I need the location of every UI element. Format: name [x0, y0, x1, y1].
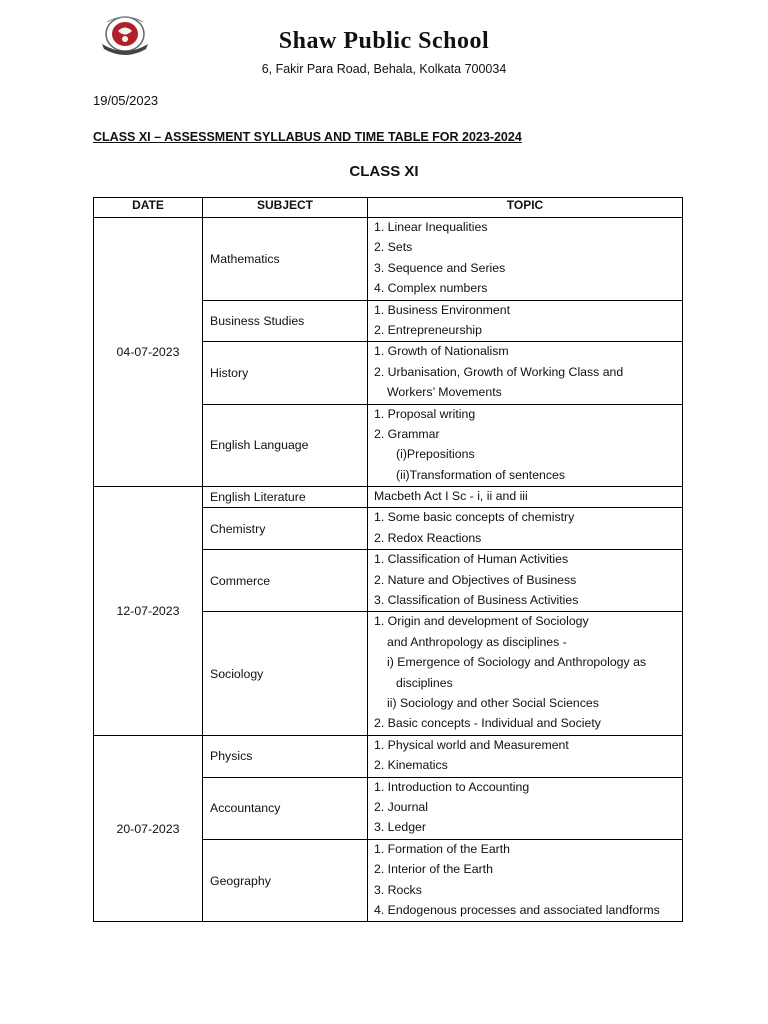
topic-line: 4. Complex numbers — [374, 281, 488, 296]
topic-line: disciplines — [396, 675, 453, 690]
school-name: Shaw Public School — [278, 28, 490, 54]
topic-cell — [368, 404, 683, 487]
subject-cell: History — [203, 342, 368, 404]
topic-line: 3. Ledger — [374, 820, 426, 835]
topic-line: 1. Business Environment — [374, 302, 511, 317]
syllabus-table — [93, 197, 683, 922]
topic-line: 2. Redox Reactions — [374, 530, 482, 545]
topic-line: 2. Basic concepts - Individual and Society — [374, 716, 601, 731]
topic-line: (i)Prepositions — [396, 447, 475, 462]
column-header-subject: SUBJECT — [203, 198, 368, 218]
topic-line: 2. Kinematics — [374, 758, 448, 773]
topic-line: (ii)Transformation of sentences — [396, 467, 566, 482]
topic-line: 1. Classification of Human Activities — [374, 552, 569, 567]
topic-cell — [368, 487, 683, 508]
school-address: 6, Fakir Para Road, Behala, Kolkata 700034 — [261, 62, 507, 76]
topic-line: Workers’ Movements — [387, 385, 502, 400]
subject-cell: English Language — [203, 404, 368, 487]
subject-cell: Business Studies — [203, 300, 368, 342]
document-heading: CLASS XI – ASSESSMENT SYLLABUS AND TIME TABLE FOR 2023-2024 — [93, 130, 522, 144]
table-row — [94, 487, 683, 508]
topic-cell — [368, 839, 683, 922]
topic-cell — [368, 508, 683, 550]
subject-cell: Chemistry — [203, 508, 368, 550]
topic-line: ii) Sociology and other Social Sciences — [387, 695, 599, 710]
topic-cell — [368, 300, 683, 342]
table-header-row — [94, 198, 683, 218]
exam-date-cell: 04-07-2023 — [94, 218, 203, 487]
topic-cell — [368, 342, 683, 404]
topic-line: 3. Classification of Business Activities — [374, 593, 579, 608]
topic-line: 2. Grammar — [374, 426, 440, 441]
topic-line: 2. Nature and Objectives of Business — [374, 572, 577, 587]
exam-date-cell: 20-07-2023 — [94, 735, 203, 922]
topic-line: 2. Sets — [374, 240, 413, 255]
topic-line: 4. Endogenous processes and associated landforms — [374, 902, 660, 917]
topic-line: 2. Urbanisation, Growth of Working Class and — [374, 364, 624, 379]
topic-cell — [368, 550, 683, 612]
topic-line: and Anthropology as disciplines - — [387, 634, 567, 649]
topic-cell — [368, 735, 683, 777]
table-row — [94, 735, 683, 777]
topic-line: 1. Formation of the Earth — [374, 841, 511, 856]
subject-cell: Commerce — [203, 550, 368, 612]
subject-cell: Mathematics — [203, 218, 368, 301]
topic-line: i) Emergence of Sociology and Anthropology as — [387, 655, 647, 670]
topic-line: 1. Origin and development of Sociology — [374, 614, 589, 629]
topic-line: 2. Interior of the Earth — [374, 862, 493, 877]
topic-line: 1. Some basic concepts of chemistry — [374, 510, 575, 525]
topic-line: 1. Proposal writing — [374, 406, 476, 421]
topic-line: 1. Introduction to Accounting — [374, 779, 530, 794]
document-date: 19/05/2023 — [93, 93, 159, 108]
topic-line: 2. Journal — [374, 799, 429, 814]
topic-cell — [368, 777, 683, 839]
class-title: CLASS XI — [349, 163, 419, 180]
column-header-date: DATE — [94, 198, 203, 218]
subject-cell: Accountancy — [203, 777, 368, 839]
topic-line: 2. Entrepreneurship — [374, 322, 483, 337]
topic-line: 3. Rocks — [374, 882, 422, 897]
table-row — [94, 218, 683, 301]
topic-line: Macbeth Act I Sc - i, ii and iii — [374, 489, 528, 504]
topic-line: 1. Growth of Nationalism — [374, 344, 509, 359]
column-header-topic: TOPIC — [368, 198, 683, 218]
exam-date-cell: 12-07-2023 — [94, 487, 203, 736]
topic-line: 1. Linear Inequalities — [374, 220, 488, 234]
subject-cell: Sociology — [203, 612, 368, 735]
subject-cell: Physics — [203, 735, 368, 777]
subject-cell: English Literature — [203, 487, 368, 508]
subject-cell: Geography — [203, 839, 368, 922]
topic-line: 3. Sequence and Series — [374, 260, 506, 275]
topic-cell — [368, 218, 683, 301]
topic-line: 1. Physical world and Measurement — [374, 737, 569, 752]
topic-cell — [368, 612, 683, 735]
